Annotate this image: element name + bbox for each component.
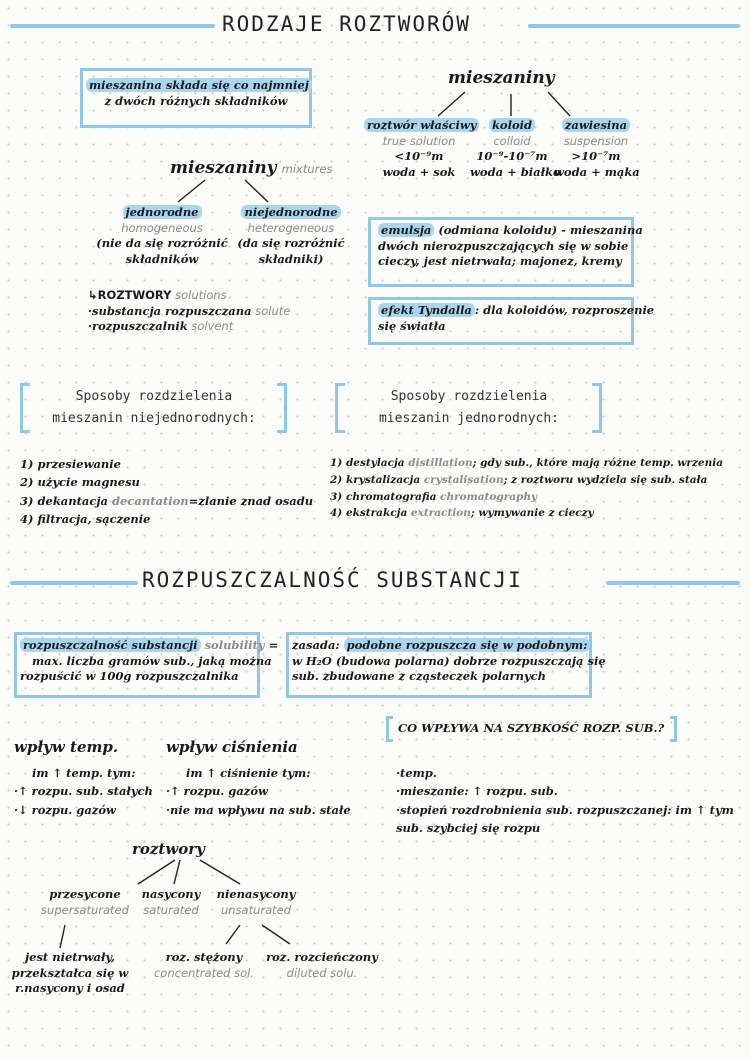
list-item: ·↑ rozpu. sub. stałych [14, 784, 153, 799]
tree-left-root-en: mixtures [281, 162, 333, 176]
suspension-label: zawiesina [562, 118, 630, 132]
list-item: ·↓ rozpu. gazów [14, 802, 116, 817]
true-solution-example: woda + sok [382, 164, 456, 179]
speed-list [396, 764, 734, 838]
rule-statement: podobne rozpuszcza się w podobnym: [344, 638, 591, 652]
homogeneous-en: homogeneous [121, 220, 203, 235]
tree-top-col-2 [470, 118, 561, 180]
tree-top-col-1 [364, 118, 477, 180]
sep-hom-bracket-right [592, 383, 602, 433]
tree-top-col-3 [554, 118, 638, 180]
emulsion-line3: cieczy, jest nietrwała; majonez, kremy [378, 254, 622, 269]
rule-text [292, 638, 606, 685]
pressure-title: wpływ ciśnienia [166, 738, 298, 756]
homogeneous-label: jednorodne [123, 205, 202, 219]
unsaturated-en: unsaturated [220, 902, 292, 917]
heterogeneous-note1: (da się rozróżnić [237, 236, 345, 251]
speed-bracket-right [670, 716, 677, 742]
list-item: 2) krystalizacja crystalisation; z roztworu wydziela się sub. stała [330, 473, 708, 486]
colloid-label: koloid [489, 118, 535, 132]
solute-en: solute [255, 303, 291, 318]
diluted-en: diluted solu. [286, 965, 358, 980]
list-item: 1) destylacja distillation; gdy sub., które mają różne temp. wrzenia [330, 457, 724, 469]
solubility-eq: = [264, 638, 279, 652]
true-solution-en: true solution [382, 133, 456, 148]
list-item: 4) ekstrakcja extraction; wymywanie z cieczy [330, 507, 594, 520]
solubility-text [20, 638, 278, 685]
suspension-size: >10⁻⁷m [571, 149, 621, 164]
temp-list [14, 764, 153, 819]
supersaturated-block [30, 887, 140, 918]
homogeneous-note1: (nie da się rozróżnić [96, 236, 228, 251]
title2-line-right [606, 581, 740, 585]
roztwory-en: solutions [175, 288, 227, 302]
concentrated-en: concentrated sol. [153, 965, 255, 980]
saturated-en: saturated [143, 902, 199, 917]
sep-het-bracket-left [20, 383, 30, 433]
supersaturated-label: przesycone [49, 887, 121, 901]
tree-top-root: mieszaniny [448, 68, 555, 88]
rule-term: zasada [292, 638, 336, 652]
solubility-en: solubility [204, 638, 265, 652]
list-item: ·nie ma wpływu na sub. stałe [166, 802, 351, 817]
emulsion-line1: (odmiana koloidu) - mieszanina [434, 223, 643, 237]
diluted-label: roz. rozcieńczony [266, 950, 378, 964]
colloid-size: 10⁻⁹-10⁻⁷m [476, 149, 548, 164]
solvent-en: solvent [191, 319, 234, 334]
solubility-term: rozpuszczalność substancji [20, 638, 201, 652]
homogeneous-note2: składników [125, 251, 199, 266]
list-item: 3) chromatografia chromatography [330, 490, 538, 503]
concentrated-label: roz. stężony [165, 950, 243, 964]
temp-title: wpływ temp. [14, 738, 119, 756]
list-item: 1) przesiewanie [20, 457, 121, 471]
solubility-line3: rozpuścić w 100g rozpuszczalnika [20, 669, 239, 684]
tyndall-line1: : dla koloidów, rozproszenie [474, 303, 655, 317]
list-item: 3) dekantacja decantation=zlanie znad osadu [20, 493, 314, 508]
solute-pl: ·substancja rozpuszczana [88, 303, 252, 318]
sep-hom-bracket-left [335, 383, 345, 433]
diluted-block [260, 950, 384, 981]
list-item: 2) użycie magnesu [20, 475, 140, 490]
sep-het-title [32, 386, 276, 430]
true-solution-label: roztwór właściwy [364, 118, 479, 132]
colloid-example: woda + białko [470, 164, 561, 179]
concentrated-block [152, 950, 256, 981]
sep-hom-list [330, 455, 723, 522]
definition-line1: mieszanina składa się co najmniej [86, 78, 312, 92]
pressure-intro: im ↑ ciśnienie tym: [186, 766, 311, 780]
true-solution-size: <10⁻⁹m [394, 149, 444, 164]
tree-bottom-root: roztwory [132, 840, 205, 858]
sep-hom-title1: Sposoby rozdzielenia [390, 389, 548, 404]
saturated-label: nasycony [141, 887, 201, 901]
section-title-rodzaje: RODZAJE ROZTWORÓW [222, 12, 471, 36]
sep-het-title2: mieszanin niejednorodnych: [52, 411, 256, 427]
sep-hom-title [347, 386, 591, 430]
supersaturated-note1: jest nietrwały, [24, 950, 116, 964]
emulsion-text [378, 223, 643, 270]
heterogeneous-note2: składniki) [258, 251, 324, 266]
tree-left-root-label: mieszaniny [170, 158, 277, 178]
supersaturated-note3: r.nasycony i osad [15, 981, 125, 996]
sep-het-title1: Sposoby rozdzielenia [75, 389, 233, 404]
emulsion-line2: dwóch nierozpuszczających się w sobie [378, 238, 629, 253]
heterogeneous-en: heterogeneous [247, 220, 335, 235]
supersaturated-note2: przekształca się w [11, 965, 129, 980]
list-item: ·stopień rozdrobnienia sub. rozpuszczanej: im ↑ tym [396, 802, 734, 817]
speed-bracket-left [386, 716, 393, 742]
sep-het-list [20, 455, 313, 529]
tyndall-text [378, 303, 654, 334]
list-item: ·mieszanie: ↑ rozpu. sub. [396, 784, 558, 799]
supersaturated-note [10, 950, 130, 997]
tyndall-line2: się światła [378, 318, 446, 333]
list-item: 4) filtracja, sączenie [20, 512, 151, 527]
tyndall-term: efekt Tyndalla [378, 303, 475, 317]
rule-colon: : [335, 638, 344, 652]
solubility-line2: max. liczba gramów sub., jaką można [32, 653, 272, 668]
colloid-en: colloid [493, 133, 531, 148]
list-item: ·↑ rozpu. gazów [166, 784, 268, 799]
rule-line3: sub. zbudowane z cząsteczek polarnych [292, 669, 546, 684]
list-item: sub. szybciej się rozpu [396, 821, 541, 836]
definition-line2: z dwóch różnych składników [104, 93, 288, 108]
list-item: ·temp. [396, 766, 437, 780]
suspension-en: suspension [563, 133, 629, 148]
title2-line-left [10, 581, 138, 585]
pressure-list [166, 764, 351, 819]
rule-line2: w H₂O (budowa polarna) dobrze rozpuszczają się [292, 653, 606, 668]
emulsion-term: emulsja [378, 223, 434, 237]
unsaturated-block [206, 887, 306, 918]
sep-hom-title2: mieszanin jednorodnych: [378, 411, 559, 427]
heterogeneous-block [226, 205, 356, 267]
roztwory-label: ↳ROZTWORY [88, 288, 172, 302]
solvent-pl: ·rozpuszczalnik [88, 319, 188, 334]
temp-intro: im ↑ temp. tym: [32, 766, 136, 780]
saturated-block [136, 887, 206, 918]
supersaturated-en: supersaturated [41, 902, 129, 917]
suspension-example: woda + mąka [554, 164, 640, 179]
sep-het-bracket-right [277, 383, 287, 433]
roztwory-block [88, 288, 290, 335]
unsaturated-label: nienasycony [216, 887, 296, 901]
tree-left-root [170, 158, 332, 178]
homogeneous-block [92, 205, 232, 267]
speed-title: CO WPŁYWA NA SZYBKOŚĆ ROZP. SUB.? [398, 721, 665, 735]
section-title-rozpuszczalnosc: ROZPUSZCZALNOŚĆ SUBSTANCJI [142, 568, 523, 592]
heterogeneous-label: niejednorodne [241, 205, 340, 219]
